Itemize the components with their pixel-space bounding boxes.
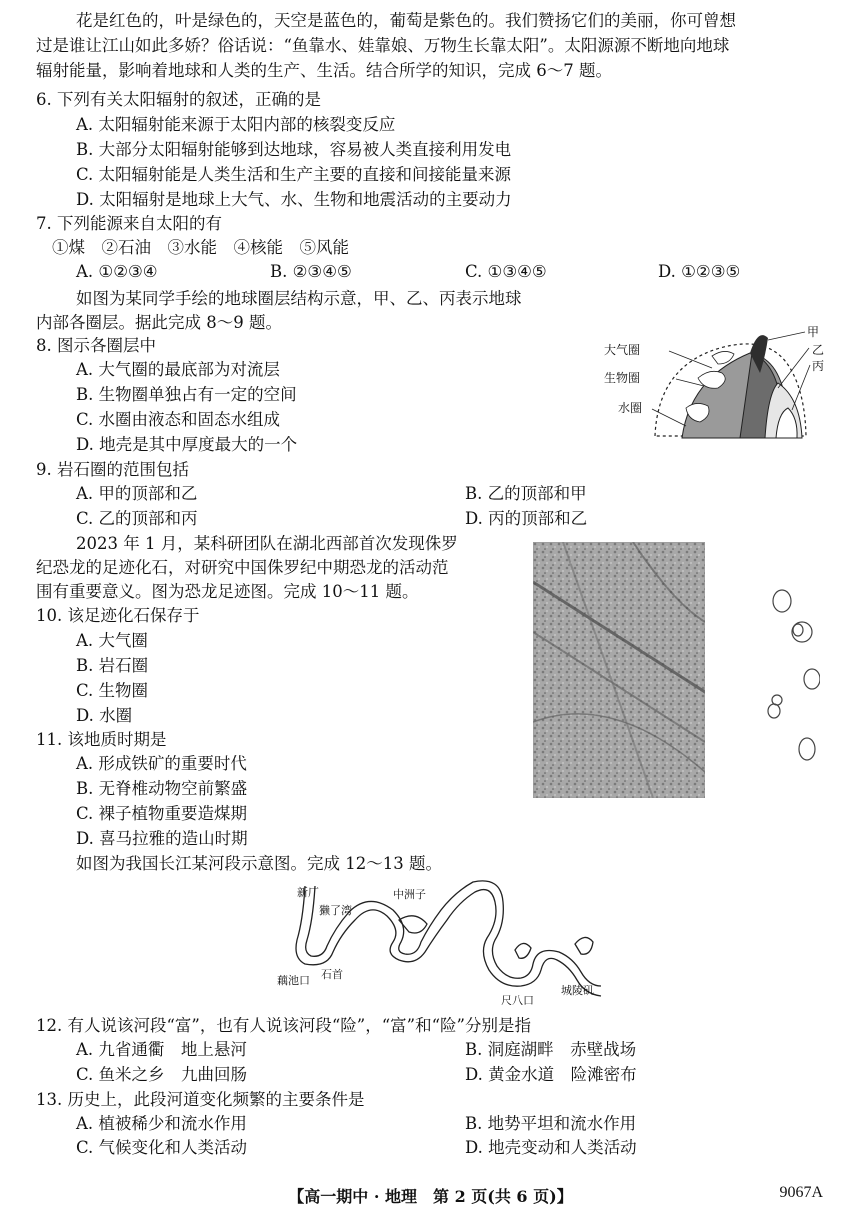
q8-option-a: A. 大气圈的最底部为对流层	[76, 360, 280, 379]
q8-option-b: B. 生物圈单独占有一定的空间	[76, 385, 297, 404]
q7-option-d: D. ①②③⑤	[658, 262, 741, 281]
q13-option-d: D. 地壳变动和人类活动	[465, 1138, 637, 1157]
q13-option-c: C. 气候变化和人类活动	[76, 1138, 248, 1157]
q10-option-d: D. 水圈	[76, 706, 133, 725]
q9-option-a: A. 甲的顶部和乙	[76, 484, 198, 503]
question-12-stem: 12. 有人说该河段“富”，也有人说该河段“险”，“富”和“险”分别是指	[36, 1016, 531, 1035]
label-zhouzihe: 中洲子	[393, 888, 426, 901]
q12-option-d: D. 黄金水道 险滩密布	[465, 1065, 637, 1084]
q7-option-a: A. ①②③④	[76, 262, 158, 281]
label-yi: 乙	[812, 343, 825, 357]
q12-option-c: C. 鱼米之乡 九曲回肠	[76, 1065, 248, 1084]
q8-option-d: D. 地壳是其中厚度最大的一个	[76, 435, 298, 454]
footer-title: 【高一期中 · 地理 第 2 页(共 6 页)】	[288, 1187, 573, 1206]
q6-option-b: B. 大部分太阳辐射能够到达地球，容易被人类直接利用发电	[76, 140, 512, 159]
q6-option-c: C. 太阳辐射能是人类生活和生产主要的直接和间接能量来源	[76, 165, 512, 184]
intro-paragraph-line: 2023 年 1 月，某科研团队在湖北西部首次发现侏罗	[76, 534, 458, 553]
q7-option-b: B. ②③④⑤	[270, 262, 352, 281]
q10-option-b: B. 岩石圈	[76, 656, 149, 675]
intro-paragraph-line: 纪恐龙的足迹化石，对研究中国侏罗纪中期恐龙的活动范	[36, 558, 449, 577]
intro-paragraph-line: 内部各圈层。据此完成 8～9 题。	[36, 313, 282, 332]
question-8-stem: 8. 图示各圈层中	[36, 336, 156, 355]
q7-option-c: C. ①③④⑤	[465, 262, 547, 281]
dinosaur-footprint-photo	[533, 542, 705, 798]
label-shishou: 石首	[321, 968, 343, 981]
question-13-stem: 13. 历史上，此段河道变化频繁的主要条件是	[36, 1090, 365, 1109]
footer-code: 9067A	[779, 1184, 823, 1201]
q12-option-a: A. 九省通衢 地上悬河	[76, 1040, 247, 1059]
q7-items: ①煤 ②石油 ③水能 ④核能 ⑤风能	[52, 238, 349, 257]
label-outchikou: 藕池口	[277, 974, 310, 987]
question-11-stem: 11. 该地质时期是	[36, 730, 167, 749]
q11-option-b: B. 无脊椎动物空前繁盛	[76, 779, 248, 798]
q13-option-a: A. 植被稀少和流水作用	[76, 1114, 247, 1133]
q9-option-c: C. 乙的顶部和丙	[76, 509, 198, 528]
question-7-stem: 7. 下列能源来自太阳的有	[36, 214, 222, 233]
label-atmosphere: 大气圈	[604, 343, 641, 357]
label-shuaiwan: 獭了湾	[319, 904, 352, 917]
label-jia: 甲	[807, 325, 820, 339]
q11-option-a: A. 形成铁矿的重要时代	[76, 754, 247, 773]
label-chenglingji: 城陵矶	[561, 984, 594, 997]
label-xinchang: 新厂	[297, 886, 319, 899]
q10-option-c: C. 生物圈	[76, 681, 149, 700]
question-10-stem: 10. 该足迹化石保存于	[36, 606, 200, 625]
q6-option-d: D. 太阳辐射是地球上大气、水、生物和地震活动的主要动力	[76, 190, 512, 209]
label-hydrosphere: 水圈	[618, 401, 643, 415]
label-chibakou: 尺八口	[501, 994, 534, 1005]
q11-option-c: C. 裸子植物重要造煤期	[76, 804, 248, 823]
q13-option-b: B. 地势平坦和流水作用	[465, 1114, 637, 1133]
label-bing: 丙	[812, 359, 825, 373]
label-biosphere: 生物圈	[604, 371, 641, 385]
question-9-stem: 9. 岩石圈的范围包括	[36, 460, 189, 479]
question-6-stem: 6. 下列有关太阳辐射的叙述，正确的是	[36, 90, 321, 109]
q9-option-b: B. 乙的顶部和甲	[465, 484, 587, 503]
intro-paragraph-line: 过是谁让江山如此多娇？俗话说：“鱼靠水、娃靠娘、万物生长靠太阳”。太阳源源不断地向地球	[36, 36, 730, 55]
footprint-sketch	[760, 585, 820, 785]
q9-option-d: D. 丙的顶部和乙	[465, 509, 588, 528]
q10-option-a: A. 大气圈	[76, 631, 148, 650]
q6-option-a: A. 太阳辐射能来源于太阳内部的核裂变反应	[76, 115, 396, 134]
q11-option-d: D. 喜马拉雅的造山时期	[76, 829, 248, 848]
yangtze-river-figure	[275, 880, 610, 1005]
earth-layers-figure	[600, 318, 830, 463]
intro-paragraph-line: 花是红色的，叶是绿色的，天空是蓝色的，葡萄是紫色的。我们赞扬它们的美丽，你可曾想	[76, 11, 736, 30]
intro-paragraph-line: 如图为我国长江某河段示意图。完成 12～13 题。	[76, 854, 442, 873]
intro-paragraph-line: 如图为某同学手绘的地球圈层结构示意，甲、乙、丙表示地球	[76, 289, 522, 308]
q8-option-c: C. 水圈由液态和固态水组成	[76, 410, 281, 429]
intro-paragraph-line: 围有重要意义。图为恐龙足迹图。完成 10～11 题。	[36, 582, 419, 601]
q12-option-b: B. 洞庭湖畔 赤壁战场	[465, 1040, 637, 1059]
intro-paragraph-line: 辐射能量，影响着地球和人类的生产、生活。结合所学的知识，完成 6～7 题。	[36, 61, 612, 80]
